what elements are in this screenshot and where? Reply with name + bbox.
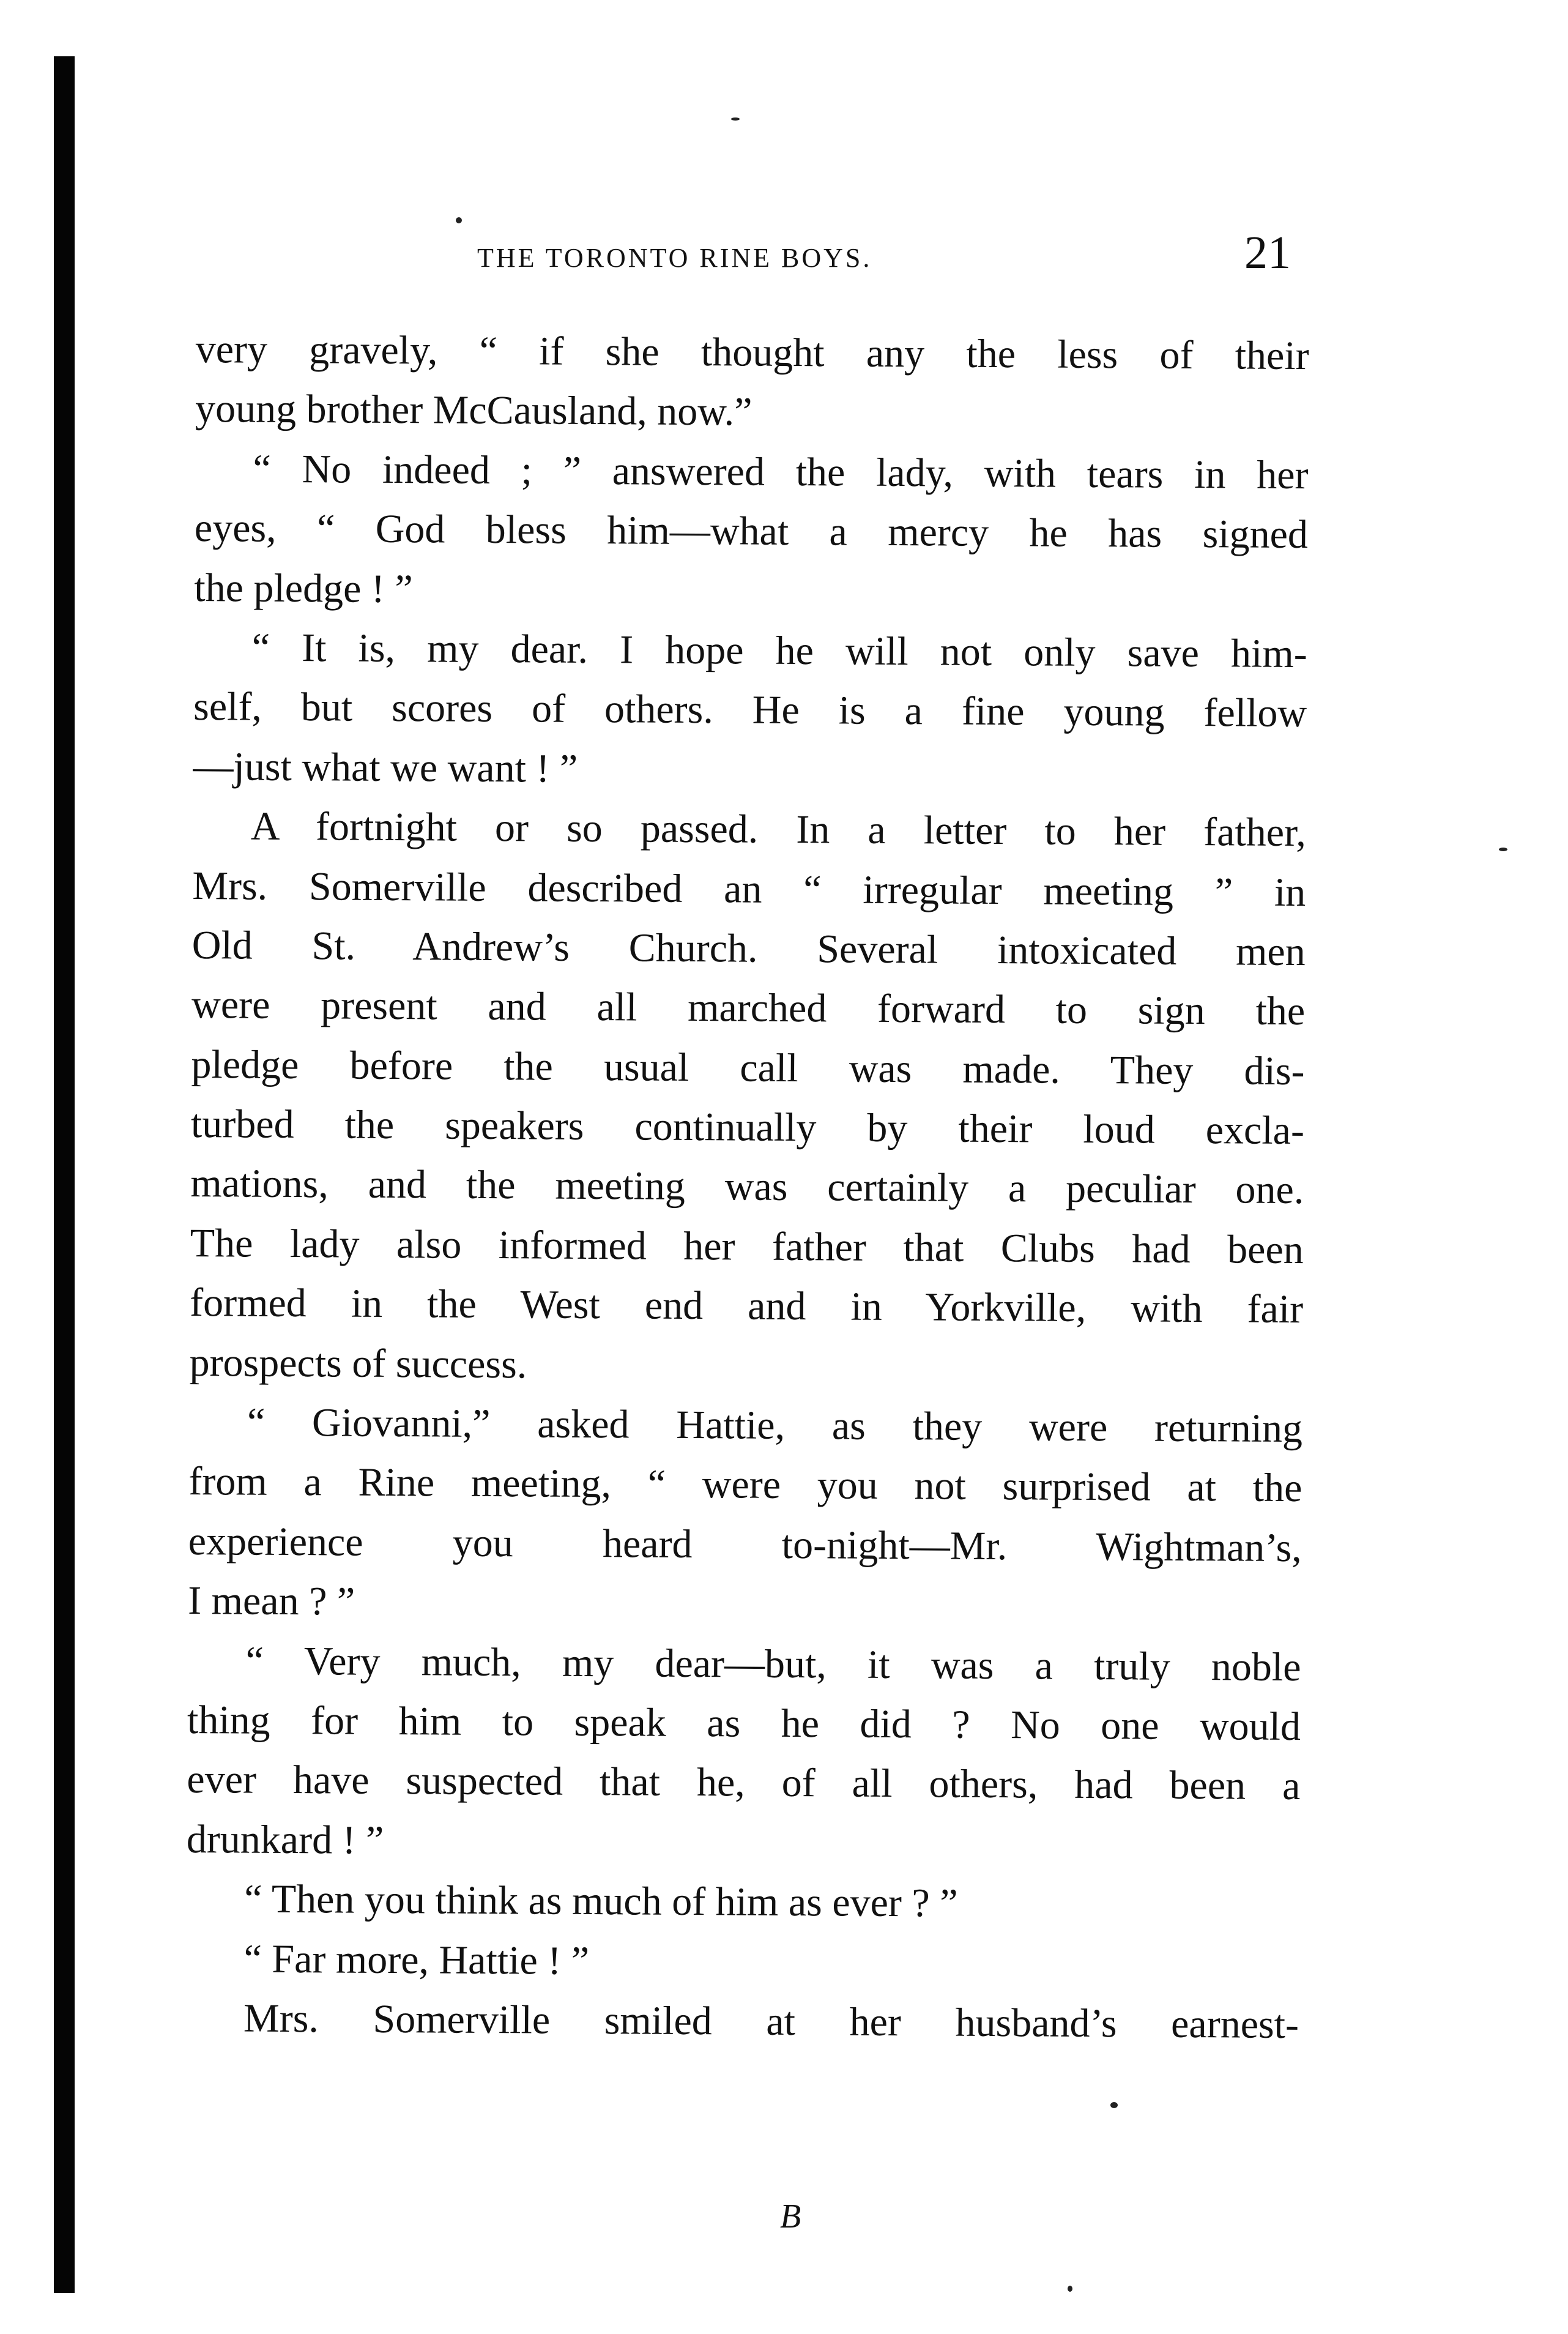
print-speck xyxy=(1068,2286,1072,2292)
text-line: Mrs. Somerville described an “ irregular meeting ” in xyxy=(192,863,1306,915)
text-line: experience you heard to-night—Mr. Wightman’s, xyxy=(188,1518,1302,1570)
text-line: A fortnight or so passed. In a letter to her father, xyxy=(250,803,1307,856)
text-line: young brother McCausland, now.” xyxy=(195,386,752,434)
text-line: “ Then you think as much of him as ever ? ” xyxy=(244,1876,958,1926)
binding-edge xyxy=(54,56,75,2293)
text-line: pledge before the usual call was made. They dis- xyxy=(191,1042,1305,1094)
text-line: eyes, “ God bless him—what a mercy he has signed xyxy=(194,505,1309,557)
text-line: “ No indeed ; ” answered the lady, with tears in her xyxy=(253,446,1309,498)
text-line: ever have suspected that he, of all others, had been a xyxy=(187,1757,1301,1809)
text-line: I mean ? ” xyxy=(187,1578,355,1624)
text-line: “ Very much, my dear—but, it was a truly noble xyxy=(245,1638,1301,1690)
text-line: turbed the speakers continually by their loud excla- xyxy=(190,1102,1305,1154)
text-line: mations, and the meeting was certainly a peculiar one. xyxy=(190,1161,1304,1213)
text-line: very gravely, “ if she thought any the less of their xyxy=(195,326,1309,379)
signature-mark: B xyxy=(780,2198,801,2235)
text-line: “ Far more, Hattie ! ” xyxy=(243,1936,590,1983)
print-speck xyxy=(1110,2102,1118,2108)
page-number: 21 xyxy=(1244,227,1291,278)
text-line: thing for him to speak as he did ? No one would xyxy=(187,1697,1301,1750)
text-line: self, but scores of others. He is a fine young fellow xyxy=(193,684,1307,736)
print-speck xyxy=(1499,848,1507,851)
text-line: were present and all marched forward to sign the xyxy=(191,982,1306,1034)
print-speck xyxy=(731,117,740,121)
text-line: prospects of success. xyxy=(189,1340,527,1387)
text-line: the pledge ! ” xyxy=(194,565,413,611)
text-line: Old St. Andrew’s Church. Several intoxicated men xyxy=(191,922,1306,975)
text-line: —just what we want ! ” xyxy=(193,744,578,791)
text-line: drunkard ! ” xyxy=(186,1816,384,1863)
text-line: “ Giovanni,” asked Hattie, as they were returning xyxy=(247,1400,1303,1452)
running-title: THE TORONTO RINE BOYS. xyxy=(477,243,872,273)
text-line: from a Rine meeting, “ were you not surprised at the xyxy=(188,1459,1302,1511)
print-speck xyxy=(456,217,462,223)
text-line: “ It is, my dear. I hope he will not only save him- xyxy=(251,625,1307,677)
text-line: formed in the West end and in Yorkville, with fair xyxy=(189,1280,1304,1332)
body-text xyxy=(185,319,1309,2054)
text-line: The lady also informed her father that Clubs had been xyxy=(190,1220,1304,1272)
text-line: Mrs. Somerville smiled at her husband’s earnest- xyxy=(243,1996,1299,2048)
page-header xyxy=(477,226,1291,294)
